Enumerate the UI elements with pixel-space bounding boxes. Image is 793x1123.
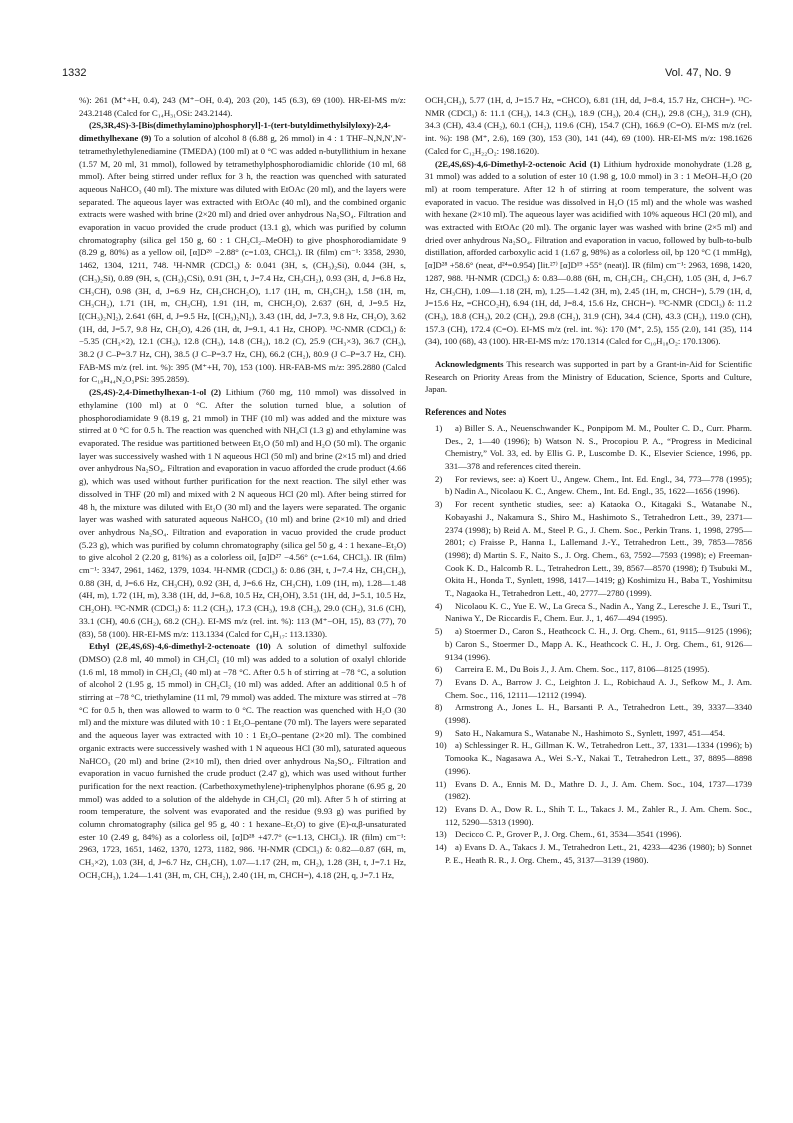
reference-item	[425, 473, 752, 498]
reference-item	[425, 600, 752, 625]
reference-item	[425, 841, 752, 866]
reference-number: 14)	[435, 842, 447, 853]
reference-text: For recent synthetic studies, see: a) Kataoka O., Kitagaki S., Watanabe N., Kobayashi J., Nakamura S., Shiro M., Hashimoto S., Tetrahedron Lett., 39, 2371—2374 (1998); b) Reid A. M., Steel P. G., J. Chem. Soc., Perkin Trans. 1, 1998, 2795—2801; c) Fraisse P., Hanna I., Lallemand J.-Y., Tetrahedron Lett., 39, 7853—7856 (1998); d) Martin S. F., Naito S., J. Org. Chem., 63, 7592—7593 (1998); e) Freeman-Cook K. D., Halcomb R. L., Tetrahedron Lett., 39, 8567—8570 (1998); f) Tsubuki M., Okita H., Honda T., Synlett, 1998, 1417—1419; g) Koshimizu H., Baba T., Yoshimitsu T., Nagaoka H., Tetrahedron Lett., 40, 2777—2780 (1999).	[445, 499, 752, 599]
compound-paragraph-2: (2S,4S)-2,4-Dimethylhexan-1-ol (2) Lithium (760 mg, 110 mmol) was dissolved in ethylamine (100 ml) at 0 °C. After the solution turned blue, a solution of phosphorodiamidate 9 (8.19 g, 21 mmol) in THF (10 ml) was added and the mixture was stirred at 0 °C for 0.5 h. The reaction was quenched with NH₄Cl (1.3 g) and ethylamine was evaporated. The residue was partitioned between Et₂O (50 ml) and H₂O (50 ml). The organic layer was successively washed with 1 N aqueous HCl (50 ml) and brine (2×15 ml) and dried over anhydrous Na₂SO₄. Filtration and evaporation in vacuo afforded the crude product (4.66 g), which was used without further purification for the next reaction. The silyl ether was dissolved in THF (20 ml) and mixed with 2 N aqueous HCl (20 ml). After being stirred for 48 h, the mixture was diluted with Et₂O (30 ml) and the layers were separated. The organic layer was washed with saturated aqueous NaHCO₃ (10 ml) and brine (2×10 ml) and dried over anhydrous Na₂SO₄. Filtration and evaporation in vacuo provided the crude product (5.23 g), which was purified by column chromatography (silica gel 50 g, 4 : 1 hexane–Et₂O) to give alcohol 2 (2.20 g, 81%) as a colorless oil, [α]D²⁷ −4.56° (c=1.64, CHCl₃). IR (film) cm⁻¹: 3347, 2961, 1462, 1379, 1034. ¹H-NMR (CDCl₃) δ: 0.86 (3H, t, J=7.4 Hz, CH₃CH₂), 0.88 (3H, d, J=6.6 Hz, CH₃CH), 0.92 (3H, d, J=6.6 Hz, CH₃CH), 1.09 (1H, m), 1.28—1.48 (4H, m), 1.72 (1H, m), 3.38 (1H, dd, J=6.8, 10.5 Hz, CH₂OH), 3.51 (1H, dd, J=5.1, 10.5 Hz, CH₂OH). ¹³C-NMR (CDCl₃) δ: 11.2 (CH₃), 17.3 (CH₃), 19.8 (CH₃), 29.0 (CH₂), 31.6 (CH), 33.1 (CH), 40.6 (CH₂), 68.2 (CH₂). EI-MS m/z (rel. int. %): 113 (M⁺−OH, 15), 83 (77), 70 (83), 58 (100). HR-EI-MS m/z: 113.1334 (Calcd for C₈H₁₇: 113.1330).	[79, 387, 406, 639]
reference-text: Carreira E. M., Du Bois J., J. Am. Chem. Soc., 117, 8106—8125 (1995).	[455, 664, 710, 675]
reference-item	[425, 739, 752, 777]
compound-paragraph-9: (2S,3R,4S)-3-[Bis(dimethylamino)phosphoryl]-1-(tert-butyldimethylsilyloxy)-2,4-dimethylhexane (9) To a solution of alcohol 8 (6.88 g, 26 mmol) in 4 : 1 THF–N,N,N′,N′-tetramethylethylenediamine (TMEDA) (100 ml) at 0 °C was added n-butyllithium in hexane (1.57 M, 20 ml, 31 mmol), followed by tetramethylphosphorodiamidic chloride (10 ml, 68 mmol). After being stirred under reflux for 3 h, the reaction was quenched with saturated aqueous NaHCO₃ (40 ml). The mixture was diluted with EtOAc (20 ml), and the layers were separated. The aqueous layer was extracted with EtOAc (40 ml), and the combined organic extracts were washed with brine (2×20 ml) and dried over anhydrous Na₂SO₄. Filtration and evaporation in vacuo provided the crude product (13.1 g), which was purified by column chromatography (silica gel 150 g, 60 : 1 CH₂Cl₂–MeOH) to give phosphorodiamidate 9 (8.29 g, 80%) as a yellow oil, [α]D²⁶ −2.88° (c=1.03, CHCl₃). IR (film) cm⁻¹: 3358, 2930, 1462, 1304, 1211, 748. ¹H-NMR (CDCl₃) δ: 0.041 (3H, s, (CH₃)₂Si), 0.044 (3H, s, (CH₃)₂Si), 0.89 (9H, s, (CH₃)₃CSi), 0.91 (3H, t, J=7.4 Hz, CH₃CH₂), 0.93 (3H, d, J=6.8 Hz, CH₃CH), 0.98 (3H, d, J=6.9 Hz, CH₃CHCH₂O), 1.17 (1H, m, CH₃CH₂), 1.58 (1H, m, CH₃CH₂), 1.71 (1H, m, CH₃CH), 1.91 (1H, m, CHCH₂O), 2.637 (6H, d, J=9.5 Hz, [(CH₃)₂N]₂), 2.641 (6H, d, J=9.5 Hz, [(CH₃)₂N]₂), 3.43 (1H, dd, J=7.3, 9.8 Hz, CH₂O), 3.62 (1H, dd, J=5.7, 9.8 Hz, CH₂O), 4.26 (1H, dt, J=9.1, 4.1 Hz, CHOP). ¹³C-NMR (CDCl₃) δ: −5.35 (CH₃×2), 12.1 (CH₃), 12.8 (CH₃), 14.8 (CH₃), 18.2 (C), 25.9 (CH₃×3), 36.7 (CH₃), 38.2 (J C–P=3.7 Hz, CH), 38.5 (J C–P=3.7 Hz, CH), 66.2 (CH₂), 80.9 (J C–P=3.7 Hz, CH). FAB-MS m/z (rel. int. %): 395 (M⁺+H, 70), 153 (100). HR-FAB-MS m/z: 395.2880 (Calcd for C₁₈H₄₄N₂O₃PSi: 395.2859).	[79, 120, 407, 385]
reference-number: 6)	[435, 664, 443, 675]
reference-text: Nicolaou K. C., Yue E. W., La Greca S., Nadin A., Yang Z., Leresche J. E., Tsuri T., Naniwa Y., De Riccardis F., Chem. Eur. J., 1, 467—494 (1995).	[445, 600, 752, 624]
reference-number: 10)	[435, 740, 447, 751]
reference-text: Decicco C. P., Grover P., J. Org. Chem., 61, 3534—3541 (1996).	[455, 829, 682, 840]
reference-text: Evans D. A., Dow R. L., Shih T. L., Takacs J. M., Zahler R., J. Am. Chem. Soc., 112, 5290—5313 (1990).	[445, 803, 752, 827]
compound-title: (2S,3R,4S)-3-[Bis(dimethylamino)phosphoryl]-1-(tert-butyldimethylsilyloxy)-2,4-dimethylhexane (9)	[79, 120, 391, 144]
reference-text: Sato H., Nakamura S., Watanabe N., Hashimoto S., Synlett, 1997, 451—454.	[455, 727, 726, 738]
reference-number: 8)	[435, 702, 443, 713]
reference-number: 9)	[435, 727, 443, 738]
reference-item	[425, 803, 752, 828]
reference-text: a) Stoermer D., Caron S., Heathcock C. H., J. Org. Chem., 61, 9115—9125 (1996); b) Caron S., Stoermer D., Mapp A. K., Heathcock C. H., J. Org. Chem., 61, 9126—9134 (1996).	[445, 626, 752, 662]
right-column	[425, 94, 752, 866]
reference-text: For reviews, see: a) Koert U., Angew. Chem., Int. Ed. Engl., 34, 773—778 (1995); b) Nadin A., Nicolaou K. C., Angew. Chem., Int. Ed. Engl., 35, 1622—1656 (1996).	[445, 473, 752, 497]
reference-number: 4)	[435, 600, 443, 611]
reference-item	[425, 828, 752, 841]
reference-number: 7)	[435, 676, 443, 687]
journal-volume: Vol. 47, No. 9	[664, 67, 731, 79]
reference-text: a) Schlessinger R. H., Gillman K. W., Tetrahedron Lett., 37, 1331—1334 (1996); b) Tomooka K., Nagasawa A., Wei S.-Y., Nakai T., Tetrahedron Lett., 37, 8895—8898 (1996).	[445, 740, 752, 776]
compound-title: (2S,4S)-2,4-Dimethylhexan-1-ol (2)	[89, 387, 222, 398]
reference-number: 12)	[435, 803, 447, 814]
continued-paragraph: %): 261 (M⁺+H, 0.4), 243 (M⁺−OH, 0.4), 203 (20), 145 (6.3), 69 (100). HR-EI-MS m/z: 243.2148 (Calcd for C₁₄H₃₁OSi: 243.2144).	[79, 95, 406, 118]
reference-item	[425, 727, 752, 740]
page-number: 1332	[62, 67, 87, 79]
reference-number: 3)	[435, 499, 443, 510]
references-list	[425, 422, 752, 867]
reference-text: Evans D. A., Barrow J. C., Leighton J. L., Robichaud A. J., Sefkow M., J. Am. Chem. Soc., 116, 12111—12112 (1994).	[445, 676, 752, 700]
reference-number: 1)	[435, 422, 443, 433]
references-title: References and Notes	[425, 407, 507, 418]
reference-number: 11)	[435, 778, 447, 789]
compound-title: (2E,4S,6S)-4,6-Dimethyl-2-octenoic Acid (1)	[435, 158, 601, 169]
reference-text: Evans D. A., Ennis M. D., Mathre D. J., J. Am. Chem. Soc., 104, 1737—1739 (1982).	[445, 778, 752, 802]
acknowledgments-title: Acknowledgments	[435, 359, 504, 370]
reference-item	[425, 498, 752, 600]
acknowledgments: Acknowledgments This research was supported in part by a Grant-in-Aid for Scientific Research on Priority Areas from the Ministry of Education, Science, Sports and Culture, Japan.	[425, 359, 752, 395]
reference-text: Armstrong A., Jones L. H., Barsanti P. A., Tetrahedron Lett., 39, 3337—3340 (1998).	[445, 702, 752, 726]
reference-text: a) Biller S. A., Neuenschwander K., Ponpipom M. M., Poulter C. D., Curr. Pharm. Des., 2, 1—40 (1996); b) Watson N. S., Procopiou P. A., “Progress in Medicinal Chemistry,” Vol. 33, ed. by Ellis G. P., Luscombe D. K., Elsevier Science, 1996, pp. 331—378 and references cited therein.	[445, 422, 752, 471]
reference-number: 2)	[435, 473, 443, 484]
reference-number: 13)	[435, 829, 447, 840]
compound-paragraph-1: (2E,4S,6S)-4,6-Dimethyl-2-octenoic Acid (1) Lithium hydroxide monohydrate (1.28 g, 31 mmol) was added to a solution of ester 10 (1.98 g, 10.0 mmol) in 3 : 1 MeOH–H₂O (20 ml) at room temperature. After 12 h of stirring at room temperature, the solvent was evaporated in vacuo. The residue was dissolved in H₂O (15 ml) and the whole was washed with hexane (2×10 ml). The aqueous layer was acidified with 10% aqueous HCl (20 ml), and was extracted with EtOAc (20 ml). The organic layer was washed with brine (2×5 ml) and dried over anhydrous Na₂SO₄. Filtration and evaporation in vacuo, followed by bulb-to-bulb distillation, afforded carboxylic acid 1 (1.67 g, 98%) as a colorless oil, bp 120 °C (1 mmHg), [α]D²⁸ +58.6° (neat, d²⁴=0.954) [lit.²⁷⁾ [α]D¹⁹ +55° (neat)]. IR (film) cm⁻¹: 2963, 1698, 1420, 1287, 988. ¹H-NMR (CDCl₃) δ: 0.83—0.88 (6H, m, CH₃CH₂, CH₃CH), 1.05 (3H, d, J=6.7 Hz, CH₃CH), 1.09—1.18 (2H, m), 1.25—1.42 (3H, m), 2.45 (1H, m, CHCH=), 5.79 (1H, d, J=15.6 Hz, =CHCO₂H), 6.94 (1H, dd, J=8.4, 15.6 Hz, CHCH=). ¹³C-NMR (CDCl₃) δ: 11.2 (CH₃), 18.8 (CH₃), 20.2 (CH₃), 29.8 (CH₂), 31.9 (CH), 34.4 (CH), 43.3 (CH₂), 119.0 (CH), 157.3 (CH), 172.4 (C=O). EI-MS m/z (rel. int. %): 170 (M⁺, 2.5), 155 (2.0), 141 (35), 114 (34), 100 (68), 43 (100). HR-EI-MS m/z: 170.1314 (Calcd for C₁₀H₁₈O₂: 170.1306).	[425, 158, 752, 347]
reference-item	[425, 701, 752, 726]
reference-item	[425, 663, 752, 676]
reference-item	[425, 778, 752, 803]
compound-paragraph-10: Ethyl (2E,4S,6S)-4,6-dimethyl-2-octenoate (10) A solution of dimethyl sulfoxide (DMSO) (2.8 ml, 40 mmol) in CH₂Cl₂ (10 ml) was added to a solution of oxalyl chloride (1.6 ml, 18 mmol) in CH₂Cl₂ (40 ml) at −78 °C. After 0.5 h of stirring at −78 °C, a solution of alcohol 2 (1.95 g, 15 mmol) in CH₂Cl₂ (10 ml) was added. After an additional 0.5 h of stirring at −78 °C, triethylamine (11 ml, 79 mmol) was added. The mixture was stirred at −78 °C for 0.5 h, then was allowed to warm to 0 °C. The reaction was quenched with H₂O (30 ml) and the mixture was diluted with 10 : 1 Et₂O–pentane (70 ml). The layers were separated and the aqueous layer was extracted with 10 : 1 Et₂O–pentane (2×20 ml). The combined organic extracts were successively washed with 1 N aqueous HCl (30 ml), saturated aqueous NaHCO₃ (20 ml) and brine (2×10 ml), then dried over anhydrous Na₂SO₄. Filtration and evaporation in vacuo furnished the crude product (2.47 g), which was used without further purification for the next reaction. (Carbethoxymethylene)-triphenylphos phorane (6.95 g, 20 mmol) was added to a solution of the aldehyde in CH₂Cl₂ (20 ml). After 5 h of stirring at room temperature, the solvent was evaporated and the residue (9.93 g) was purified by column chromatography (silica gel 95 g, 40 : 1 hexane–Et₂O) to give (E)-α,β-unsaturated ester 10 (2.49 g, 84%) as a colorless oil, [α]D²⁸ +47.7° (c=1.13, CHCl₃). IR (film) cm⁻¹: 2963, 1723, 1651, 1462, 1370, 1273, 1182, 986. ¹H-NMR (CDCl₃) δ: 0.82—0.87 (6H, m, CH₃×2), 1.03 (3H, d, J=6.7 Hz, CH₃CH), 1.07—1.17 (2H, m, CH₂), 1.28 (3H, t, J=7.1 Hz, OCH₂CH₃), 1.24—1.41 (3H, m, CH, CH₂), 2.40 (1H, m, CHCH=), 4.18 (2H, q, J=7.1 Hz,	[79, 641, 406, 880]
page-header	[62, 67, 731, 81]
reference-text: a) Evans D. A., Takacs J. M., Tetrahedron Lett., 21, 4233—4236 (1980); b) Sonnet P. E., Heath R. R., J. Org. Chem., 45, 3137—3139 (1980).	[445, 842, 752, 865]
reference-number: 5)	[435, 626, 443, 637]
reference-item	[425, 625, 752, 663]
reference-item	[425, 422, 752, 473]
continued-paragraph: OCH₂CH₃), 5.77 (1H, d, J=15.7 Hz, =CHCO), 6.81 (1H, dd, J=8.4, 15.7 Hz, CHCH=). ¹³C-NMR (CDCl₃) δ: 11.1 (CH₃), 14.3 (CH₃), 18.9 (CH₃), 20.4 (CH₃), 29.8 (CH₂), 31.9 (CH), 34.3 (CH), 43.4 (CH₂), 60.1 (CH₂), 119.6 (CH), 154.7 (CH), 166.9 (C=O). EI-MS m/z (rel. int. %): 198 (M⁺, 2.6), 169 (30), 153 (30), 141 (44), 69 (100). HR-EI-MS m/z: 198.1626 (Calcd for C₁₂H₂₂O₂: 198.1620).	[425, 95, 752, 156]
compound-title: Ethyl (2E,4S,6S)-4,6-dimethyl-2-octenoate (10)	[89, 641, 271, 652]
reference-item	[425, 676, 752, 701]
left-column	[79, 94, 406, 882]
